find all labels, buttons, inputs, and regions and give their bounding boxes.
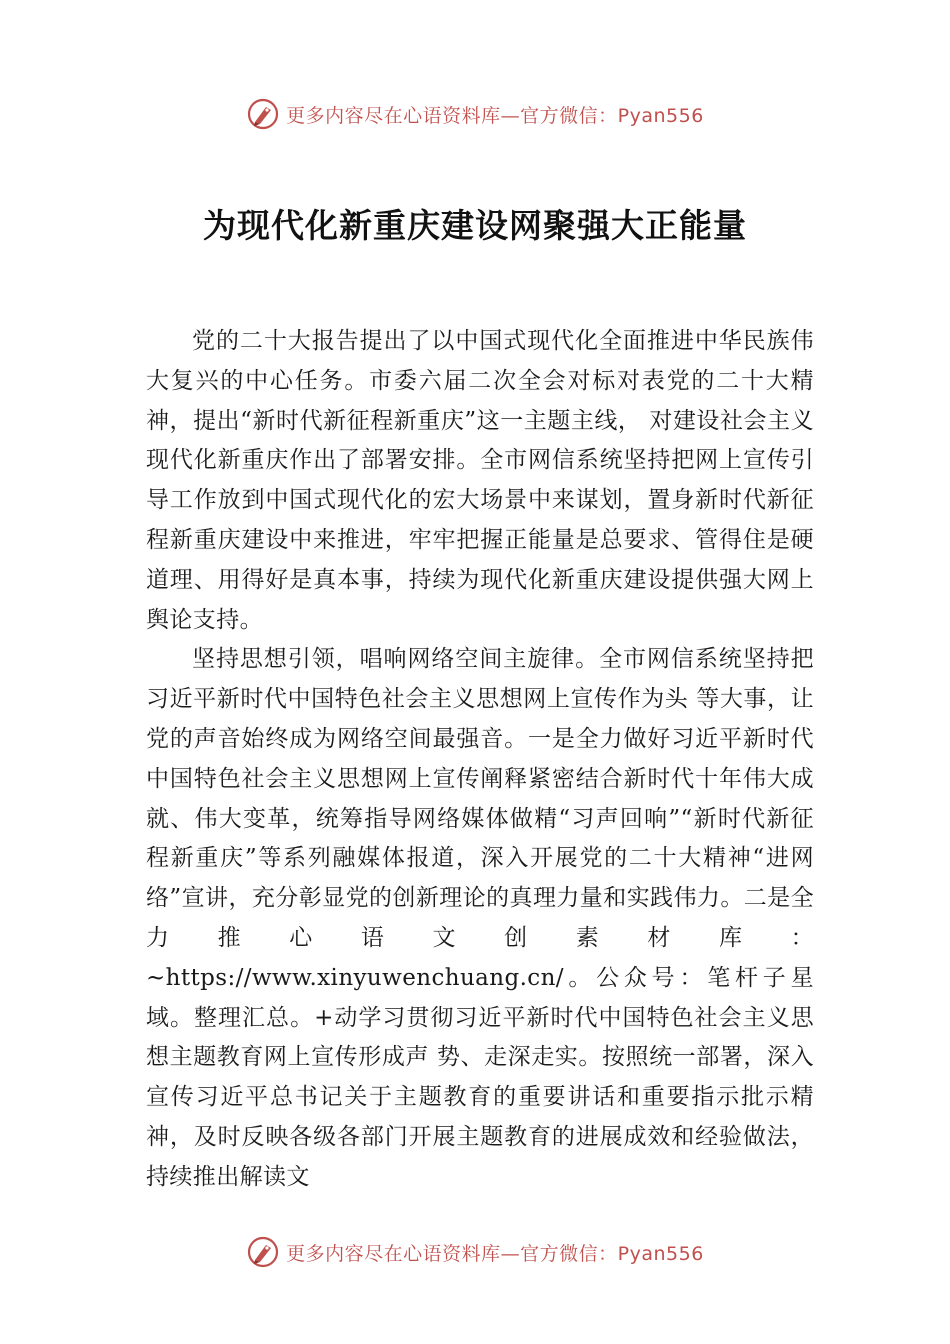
pen-nib-circle-icon [246, 97, 280, 131]
document-body [146, 322, 814, 1198]
footer-banner-label: 更多内容尽在心语资料库—官方微信： [286, 1242, 618, 1265]
paragraph-2: 坚持思想引领，唱响网络空间主旋律。全市网信系统坚持把习近平新时代中国特色社会主义思想网上宣传作为头 等大事，让党的声音始终成为网络空间最强音。一是全力做好习近平新时代中国特色社会主义思想网上宣传阐释紧密结合新时代十年伟大成就、伟大变革，统筹指导网络媒体做精“习声回响”“新时代新征程新重庆”等系列融媒体报道，深入开展党的二十大精神“进网络”宣讲，充分彰显党的创新理论的真理力量和实践伟力。二是全力推心语文创素材库：~https://www.xinyuwenchuang.cn/。公众号：笔杆子星域。整理汇总。+动学习贯彻习近平新时代中国特色社会主义思想主题教育网上宣传形成声 势、走深走实。按照统一部署，深入宣传习近平总书记关于主题教育的重要讲话和重要指示批示精神，及时反映各级各部门开展主题教育的进展成效和经验做法，持续推出解读文 [146, 646, 814, 1190]
header-banner-text [286, 101, 704, 128]
footer-banner [0, 1232, 950, 1272]
footer-wechat-id: Pyan556 [617, 1242, 704, 1265]
header-banner [0, 94, 950, 134]
paragraph-1: 党的二十大报告提出了以中国式现代化全面推进中华民族伟大复兴的中心任务。市委六届二次全会对标对表党的二十大精神，提出“新时代新征程新重庆”这一主题主线， 对建设社会主义现代化新重庆作出了部署安排。全市网信系统坚持把网上宣传引导工作放到中国式现代化的宏大场景中来谋划，置身新时代新征程新重庆建设中来推进，牢牢把握正能量是总要求、管得住是硬道理、用得好是真本事，持续为现代化新重庆建设提供强大网上舆论支持。 [146, 328, 814, 633]
document-title: 为现代化新重庆建设网聚强大正能量 [203, 206, 747, 245]
footer-banner-text [286, 1239, 704, 1266]
header-banner-label: 更多内容尽在心语资料库—官方微信： [286, 104, 618, 127]
header-wechat-id: Pyan556 [617, 104, 704, 127]
pen-nib-circle-icon [246, 1235, 280, 1269]
